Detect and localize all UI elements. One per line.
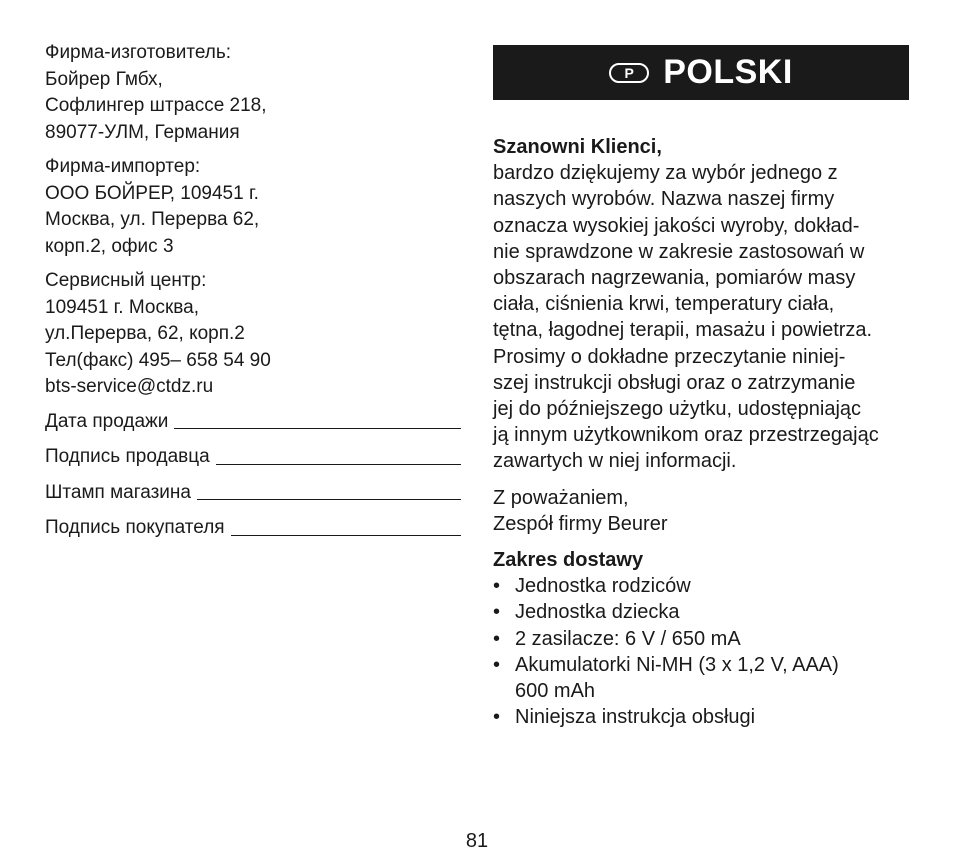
field-label: Подпись покупателя [45,517,225,538]
language-header-bar [493,45,909,100]
intro-line: ją innym użytkownikom oraz przestrzegając [493,424,879,447]
manufacturer-line: 89077-УЛМ, Германия [45,121,240,143]
manufacturer-block [45,40,461,146]
list-item: • Niniejsza instrukcja obsługi [493,704,909,730]
delivery-list [493,573,909,730]
language-code-badge: P [609,63,649,83]
seller-signature-field [45,444,461,471]
field-label: Дата продажи [45,410,169,432]
list-item: • Jednostka rodziców [493,573,909,599]
intro-line: jej do późniejszego użytku, udostępniając [493,398,862,421]
importer-line: ООО БОЙРЕР, 109451 г. [45,182,259,204]
intro-line: bardzo dziękujemy za wybór jednego z [493,162,838,185]
greeting-heading: Szanowni Klienci, [493,136,662,158]
service-center-block [45,268,461,401]
intro-line: szej instrukcji obsługi oraz o zatrzymanie [493,371,856,394]
fill-in-line [174,428,461,429]
sale-date-field [45,409,461,436]
importer-line: Фирма-импортер: [45,156,201,177]
fill-in-line [197,499,461,500]
field-label: Подпись продавца [45,446,210,467]
list-item [493,652,909,704]
manufacturer-line: Бойрер Гмбх, [45,68,163,90]
importer-line: корп.2, офис 3 [45,235,174,257]
russian-contact-column [45,40,461,551]
buyer-signature-field [45,515,461,542]
list-item-line: 600 mAh [515,680,596,703]
page-number: 81 [465,830,489,852]
service-line: 109451 г. Москва, [45,296,199,318]
intro-line: naszych wyrobów. Nazwa naszej firmy [493,188,835,211]
manufacturer-line: Фирма-изготовитель: [45,42,232,63]
service-line: Тел(факс) 495– 658 54 90 [45,349,271,371]
list-item: • 2 zasilacze: 6 V / 650 mA [493,626,909,652]
intro-line: ciała, ciśnienia krwi, temperatury ciała, [493,293,835,316]
closing-line: Z poważaniem, [493,486,629,509]
importer-line: Москва, ул. Перерва 62, [45,209,260,230]
fill-in-line [231,535,461,536]
polish-column [493,45,909,730]
intro-line: Prosimy o dokładne przeczytanie niniej- [493,345,846,368]
delivery-heading: Zakres dostawy [493,549,644,572]
language-title: POLSKI [663,53,793,91]
intro-line: zawartych w niej informacji. [493,450,737,473]
importer-block [45,154,461,260]
manufacturer-line: Софлингер штрассе 218, [45,95,267,116]
polish-body [493,134,909,730]
intro-line: tętna, łagodnej terapii, masażu i powietrza. [493,319,873,342]
closing-line: Zespół firmy Beurer [493,512,668,535]
field-label: Штамп магазина [45,481,191,503]
service-line: ул.Перерва, 62, корп.2 [45,323,245,344]
intro-line: oznacza wysokiej jakości wyroby, dokład- [493,214,860,237]
fill-in-line [216,464,461,465]
list-item-line: • Akumulatorki Ni-MH (3 x 1,2 V, AAA) [515,653,839,676]
list-item: • Jednostka dziecka [493,599,909,625]
service-line: Сервисный центр: [45,270,207,291]
intro-line: obszarach nagrzewania, pomiarów masy [493,267,856,290]
intro-line: nie sprawdzone w zakresie zastosowań w [493,240,865,263]
shop-stamp-field [45,480,461,507]
service-line: bts-service@ctdz.ru [45,376,214,397]
